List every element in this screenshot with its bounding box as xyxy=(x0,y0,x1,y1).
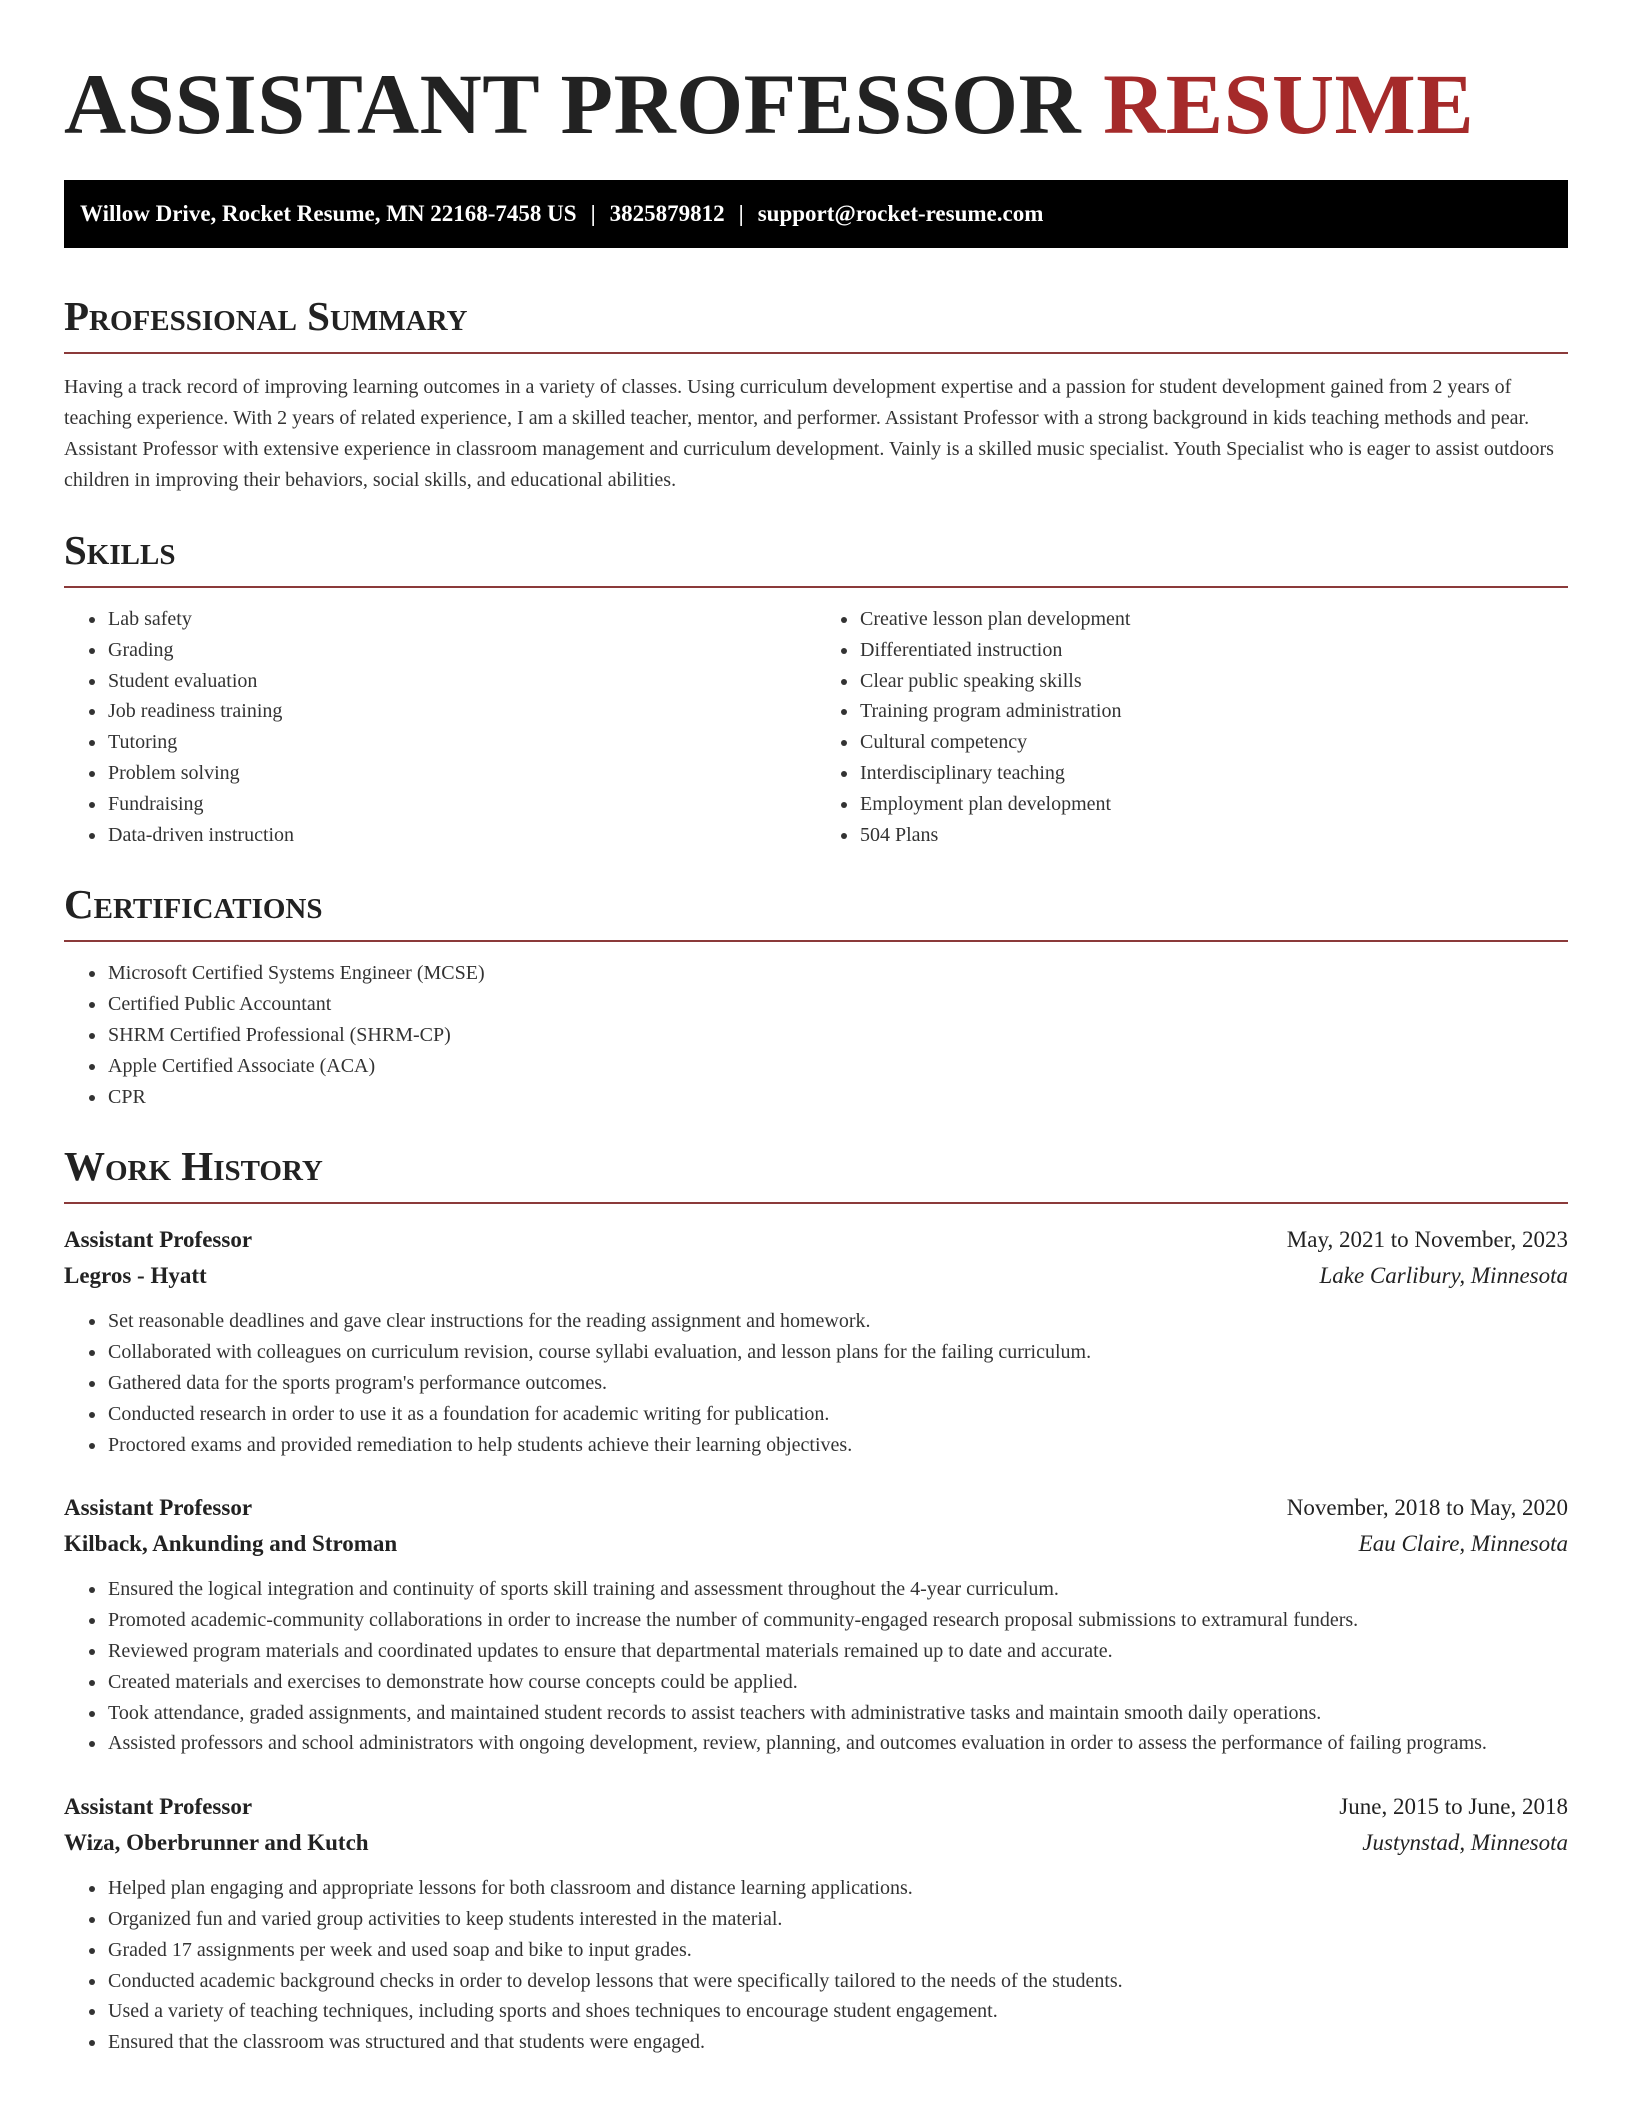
job-duty: • Organized fun and varied group activities to keep students interested in the material. xyxy=(107,1904,1568,1935)
certifications-list xyxy=(64,958,1568,1112)
job-duty: • Conducted research in order to use it as a foundation for academic writing for publication. xyxy=(107,1399,1568,1430)
skill-item: • Lab safety xyxy=(107,604,816,635)
certification-item: • Apple Certified Associate (ACA) xyxy=(107,1051,1568,1082)
skill-item: • Differentiated instruction xyxy=(859,635,1568,666)
job-dates: November, 2018 to May, 2020 xyxy=(1286,1495,1568,1521)
skills-section xyxy=(64,526,1568,850)
job-duty: • Assisted professors and school administrators with ongoing development, review, planning, and outcomes evaluation in order to assess the performance of failing programs. xyxy=(107,1728,1568,1759)
skill-item: • Clear public speaking skills xyxy=(859,666,1568,697)
job-duty: • Reviewed program materials and coordinated updates to ensure that departmental materials remained up to date and accurate. xyxy=(107,1636,1568,1667)
skill-item: • Employment plan development xyxy=(859,789,1568,820)
skill-item: • Data-driven instruction xyxy=(107,820,816,851)
job-duty: • Ensured that the classroom was structured and that students were engaged. xyxy=(107,2027,1568,2058)
certifications-heading: Certifications xyxy=(64,880,1568,942)
contact-separator: | xyxy=(738,201,744,226)
skill-item: • Cultural competency xyxy=(859,727,1568,758)
certification-item: • Certified Public Accountant xyxy=(107,989,1568,1020)
resume-title xyxy=(64,56,1568,152)
work-history-section xyxy=(64,1142,1568,2058)
contact-separator: | xyxy=(590,201,596,226)
job-duty: • Conducted academic background checks in order to develop lessons that were specifically tailored to the needs of the students. xyxy=(107,1966,1568,1997)
title-main: ASSISTANT PROFESSOR xyxy=(64,56,1082,152)
skill-item: • Grading xyxy=(107,635,816,666)
job-duty: • Ensured the logical integration and continuity of sports skill training and assessment throughout the 4-year curriculum. xyxy=(107,1574,1568,1605)
certification-item: • Microsoft Certified Systems Engineer (MCSE) xyxy=(107,958,1568,989)
skills-grid xyxy=(64,588,1568,850)
job-header-row xyxy=(64,1789,1568,1825)
job-company-row xyxy=(64,1258,1568,1294)
work-history-heading: Work History xyxy=(64,1142,1568,1204)
job-dates: June, 2015 to June, 2018 xyxy=(1339,1794,1568,1820)
job-duty: • Took attendance, graded assignments, and maintained student records to assist teachers with administrative tasks and maintain smooth daily operations. xyxy=(107,1698,1568,1729)
job-duty: • Used a variety of teaching techniques, including sports and shoes techniques to encourage student engagement. xyxy=(107,1996,1568,2027)
job-entry xyxy=(64,1789,1568,2058)
job-duty: • Created materials and exercises to demonstrate how course concepts could be applied. xyxy=(107,1667,1568,1698)
skill-item: • 504 Plans xyxy=(859,820,1568,851)
skill-item: • Interdisciplinary teaching xyxy=(859,758,1568,789)
skill-item: • Training program administration xyxy=(859,696,1568,727)
skills-list-left xyxy=(64,604,816,850)
skill-item: • Creative lesson plan development xyxy=(859,604,1568,635)
job-duty: • Promoted academic-community collaborations in order to increase the number of community-engaged research proposal submissions to extramural funders. xyxy=(107,1605,1568,1636)
job-duties-list xyxy=(64,1574,1568,1759)
job-entry xyxy=(64,1490,1568,1759)
job-company-row xyxy=(64,1526,1568,1562)
skill-item: • Tutoring xyxy=(107,727,816,758)
job-header-row xyxy=(64,1490,1568,1526)
summary-heading: Professional Summary xyxy=(64,292,1568,354)
job-company-row xyxy=(64,1825,1568,1861)
title-accent: RESUME xyxy=(1103,56,1475,152)
job-duty: • Helped plan engaging and appropriate lessons for both classroom and distance learning applications. xyxy=(107,1873,1568,1904)
job-duty: • Graded 17 assignments per week and used soap and bike to input grades. xyxy=(107,1935,1568,1966)
contact-phone: 3825879812 xyxy=(609,201,725,226)
skills-list-right xyxy=(816,604,1568,850)
job-title: Assistant Professor xyxy=(64,1227,253,1253)
skill-item: • Job readiness training xyxy=(107,696,816,727)
skill-item: • Fundraising xyxy=(107,789,816,820)
job-company: Legros - Hyatt xyxy=(64,1263,207,1289)
skill-item: • Student evaluation xyxy=(107,666,816,697)
job-duty: • Gathered data for the sports program's performance outcomes. xyxy=(107,1368,1568,1399)
certifications-section xyxy=(64,880,1568,1112)
summary-text: Having a track record of improving learning outcomes in a variety of classes. Using curriculum development expertise and a passion for student development gained from 2 years of teaching experience. With 2 years of related experience, I am a skilled teacher, mentor, and performer. Assistant Professor with a strong background in kids teaching methods and pear. Assistant Professor with extensive experience in classroom management and curriculum development. Vainly is a skilled music specialist. Youth Specialist who is eager to assist outdoors children in improving their behaviors, social skills, and educational abilities. xyxy=(64,376,1554,491)
job-duty: • Proctored exams and provided remediation to help students achieve their learning objectives. xyxy=(107,1430,1568,1461)
job-duty: • Set reasonable deadlines and gave clear instructions for the reading assignment and homework. xyxy=(107,1306,1568,1337)
job-location: Eau Claire, Minnesota xyxy=(1358,1531,1568,1557)
job-title: Assistant Professor xyxy=(64,1495,253,1521)
skills-heading: Skills xyxy=(64,526,1568,588)
skill-item: • Problem solving xyxy=(107,758,816,789)
job-entry xyxy=(64,1222,1568,1460)
job-title: Assistant Professor xyxy=(64,1794,253,1820)
contact-email[interactable]: support@rocket-resume.com xyxy=(757,201,1044,226)
job-location: Justynstad, Minnesota xyxy=(1362,1830,1568,1856)
contact-address: Willow Drive, Rocket Resume, MN 22168-7458 US xyxy=(80,201,577,226)
job-duties-list xyxy=(64,1306,1568,1460)
job-company: Wiza, Oberbrunner and Kutch xyxy=(64,1830,369,1856)
contact-bar xyxy=(64,180,1568,248)
job-company: Kilback, Ankunding and Stroman xyxy=(64,1531,398,1557)
job-duties-list xyxy=(64,1873,1568,2058)
job-location: Lake Carlibury, Minnesota xyxy=(1319,1263,1568,1289)
certification-item: • SHRM Certified Professional (SHRM-CP) xyxy=(107,1020,1568,1051)
job-duty: • Collaborated with colleagues on curriculum revision, course syllabi evaluation, and lesson plans for the failing curriculum. xyxy=(107,1337,1568,1368)
job-dates: May, 2021 to November, 2023 xyxy=(1286,1227,1568,1253)
certification-item: • CPR xyxy=(107,1082,1568,1113)
job-header-row xyxy=(64,1222,1568,1258)
